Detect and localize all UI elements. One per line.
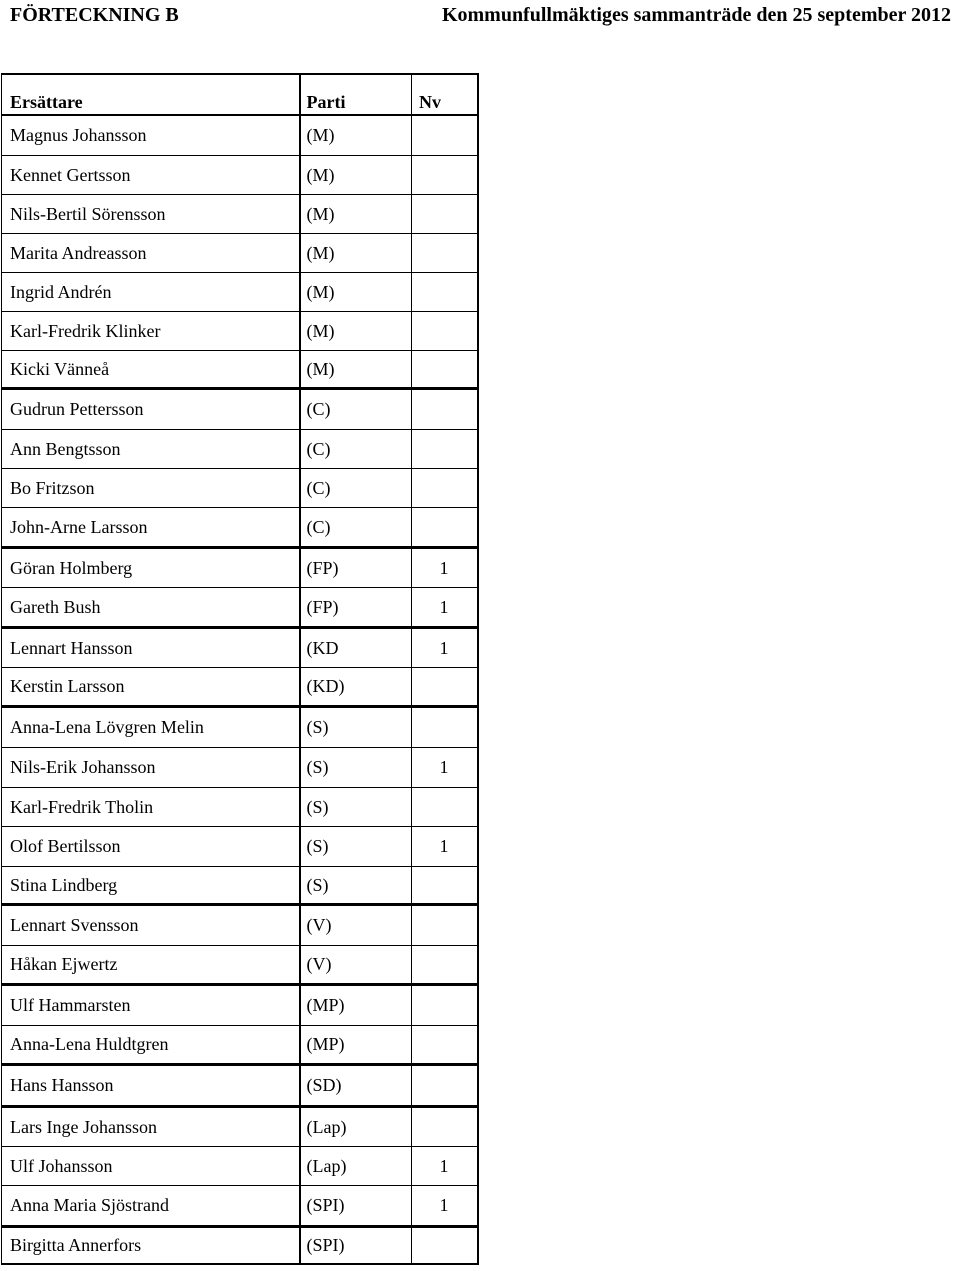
substitute-name: Ann Bengtsson <box>2 429 300 468</box>
present-count: 1 <box>412 1146 478 1185</box>
meeting-title: Kommunfullmäktiges sammanträde den 25 september 2012 <box>441 4 951 26</box>
substitute-name: Olof Bertilsson <box>2 826 300 866</box>
party: (M) <box>306 320 335 341</box>
present-count <box>412 904 478 945</box>
substitute-name: Anna Maria Sjöstrand <box>2 1185 300 1226</box>
present-count <box>412 984 478 1025</box>
column-header-party: Parti <box>300 74 412 115</box>
party: (SPI) <box>306 1235 345 1256</box>
present-count: 1 <box>412 627 478 667</box>
table-row <box>2 667 478 706</box>
table-row <box>2 272 478 311</box>
present-count <box>412 311 478 350</box>
present-count <box>412 272 478 311</box>
substitute-name: Nils-Erik Johansson <box>2 747 300 787</box>
party: (S) <box>306 874 329 895</box>
substitute-name: Lennart Hansson <box>2 627 300 667</box>
table-row <box>2 507 478 547</box>
present-count <box>412 1226 478 1264</box>
party: (S) <box>306 836 329 856</box>
present-count <box>412 233 478 272</box>
substitute-name: Ingrid Andrén <box>2 272 300 311</box>
substitute-name: Ulf Johansson <box>2 1146 300 1185</box>
substitute-name: Göran Holmberg <box>2 547 300 587</box>
party: (Lap) <box>306 1116 347 1137</box>
table-row <box>2 388 478 429</box>
party: (S) <box>306 796 329 817</box>
table-row <box>2 350 478 388</box>
table-row <box>2 311 478 350</box>
present-count <box>412 787 478 826</box>
substitute-name: Ulf Hammarsten <box>2 984 300 1025</box>
substitutes-table <box>1 73 479 1265</box>
substitute-name: Magnus Johansson <box>2 115 300 155</box>
present-count <box>412 155 478 194</box>
table-row <box>2 233 478 272</box>
present-count <box>412 350 478 388</box>
party: (S) <box>306 717 329 737</box>
present-count <box>412 667 478 706</box>
present-count <box>412 468 478 507</box>
present-count <box>412 429 478 468</box>
substitute-name: Kerstin Larsson <box>2 667 300 706</box>
party: (M) <box>306 242 335 263</box>
table-row <box>2 945 478 984</box>
party: (MP) <box>306 1034 345 1054</box>
table-row <box>2 1146 478 1185</box>
document-title: FÖRTECKNING B <box>10 4 179 26</box>
table-row <box>2 787 478 826</box>
table-row <box>2 706 478 747</box>
table-header-row <box>2 74 478 115</box>
present-count <box>412 507 478 547</box>
present-count <box>412 706 478 747</box>
substitute-name: Bo Fritzson <box>2 468 300 507</box>
party: (V) <box>306 915 332 935</box>
present-count <box>412 945 478 984</box>
table-row <box>2 429 478 468</box>
column-header-substitute: Ersättare <box>2 74 300 115</box>
table-row <box>2 587 478 627</box>
party: (M) <box>306 358 335 379</box>
present-count: 1 <box>412 747 478 787</box>
substitute-name: Karl-Fredrik Tholin <box>2 787 300 826</box>
party: (FP) <box>306 557 339 578</box>
substitute-name: Gareth Bush <box>2 587 300 627</box>
party: (MP) <box>306 995 345 1015</box>
table-row <box>2 1064 478 1106</box>
table-row <box>2 627 478 667</box>
substitute-name: Lars Inge Johansson <box>2 1106 300 1146</box>
table-row <box>2 547 478 587</box>
table-row <box>2 904 478 945</box>
party: (C) <box>306 399 331 419</box>
substitute-name: Gudrun Pettersson <box>2 388 300 429</box>
present-count <box>412 194 478 233</box>
table-row <box>2 1025 478 1064</box>
present-count <box>412 1106 478 1146</box>
substitute-name: Anna-Lena Lövgren Melin <box>2 706 300 747</box>
substitute-name: Anna-Lena Huldtgren <box>2 1025 300 1064</box>
present-count: 1 <box>412 1185 478 1226</box>
party: (C) <box>306 438 331 459</box>
table-row <box>2 1185 478 1226</box>
party: (M) <box>306 203 335 224</box>
table-row <box>2 155 478 194</box>
present-count <box>412 115 478 155</box>
party: (M) <box>306 164 335 185</box>
column-header-nv: Nv <box>412 74 478 115</box>
party: (V) <box>306 954 332 974</box>
substitute-name: Håkan Ejwertz <box>2 945 300 984</box>
substitute-name: Stina Lindberg <box>2 866 300 904</box>
substitute-name: Kicki Vänneå <box>2 350 300 388</box>
table-row <box>2 468 478 507</box>
party: (S) <box>306 757 329 777</box>
substitute-name: Marita Andreasson <box>2 233 300 272</box>
present-count <box>412 1064 478 1106</box>
party: (FP) <box>306 596 339 617</box>
table-row <box>2 1226 478 1264</box>
present-count: 1 <box>412 826 478 866</box>
present-count: 1 <box>412 547 478 587</box>
substitute-name: Nils-Bertil Sörensson <box>2 194 300 233</box>
substitute-name: John-Arne Larsson <box>2 507 300 547</box>
table-row <box>2 826 478 866</box>
party: (KD) <box>306 676 345 696</box>
table-body <box>2 115 478 1264</box>
party: (Lap) <box>306 1155 347 1176</box>
table-row <box>2 194 478 233</box>
table-row <box>2 984 478 1025</box>
table-row <box>2 1106 478 1146</box>
present-count <box>412 1025 478 1064</box>
present-count <box>412 388 478 429</box>
party: (M) <box>306 281 335 302</box>
substitute-name: Lennart Svensson <box>2 904 300 945</box>
present-count: 1 <box>412 587 478 627</box>
party: (M) <box>306 125 335 146</box>
party: (SPI) <box>306 1195 345 1215</box>
party: (C) <box>306 477 331 498</box>
party: (C) <box>306 516 331 537</box>
substitute-name: Kennet Gertsson <box>2 155 300 194</box>
party: (SD) <box>306 1075 342 1095</box>
present-count <box>412 866 478 904</box>
party: (KD <box>306 637 339 658</box>
substitute-name: Birgitta Annerfors <box>2 1226 300 1264</box>
table-row <box>2 115 478 155</box>
table-row <box>2 747 478 787</box>
substitute-name: Hans Hansson <box>2 1064 300 1106</box>
table-row <box>2 866 478 904</box>
substitute-name: Karl-Fredrik Klinker <box>2 311 300 350</box>
